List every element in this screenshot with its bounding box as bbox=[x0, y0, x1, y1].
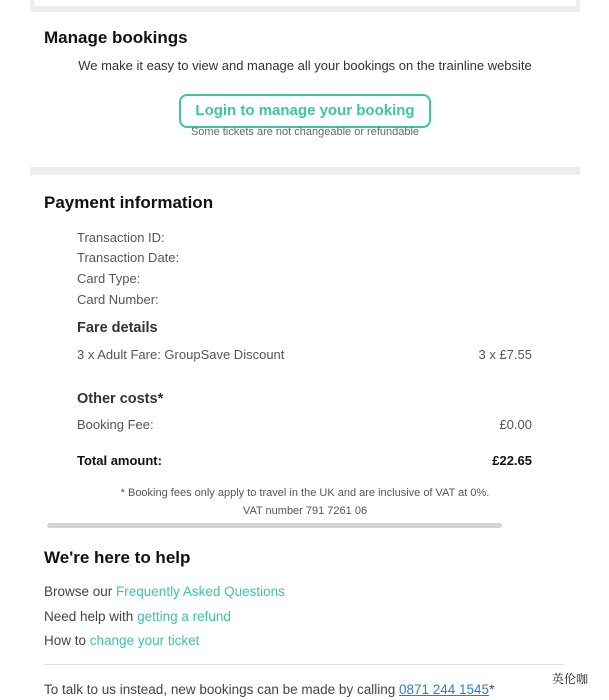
refund-prefix: Need help with bbox=[44, 609, 138, 624]
booking-fee-row bbox=[77, 417, 532, 432]
transaction-date-row bbox=[77, 250, 532, 265]
transaction-date-label: Transaction Date: bbox=[77, 250, 180, 265]
not-changeable-note: Some tickets are not changeable or refundable bbox=[190, 126, 420, 138]
transaction-id-label: Transaction ID: bbox=[77, 230, 165, 245]
booking-fee-label: Booking Fee: bbox=[77, 417, 154, 432]
card-number-row bbox=[77, 292, 532, 307]
manage-bookings-section bbox=[30, 12, 580, 167]
change-ticket-link[interactable]: change your ticket bbox=[89, 633, 200, 648]
help-title: We're here to help bbox=[44, 548, 191, 567]
payment-information-title: Payment information bbox=[44, 193, 214, 212]
top-panel-edge bbox=[34, 0, 576, 6]
card-type-label: Card Type: bbox=[77, 271, 141, 286]
other-costs-heading: Other costs* bbox=[77, 391, 164, 407]
refund-line bbox=[44, 609, 231, 624]
faq-line bbox=[44, 584, 285, 599]
total-amount-value: £22.65 bbox=[492, 453, 532, 468]
login-manage-booking-button[interactable]: Login to manage your booking bbox=[179, 94, 431, 128]
payment-information-section bbox=[30, 175, 580, 530]
call-suffix: * bbox=[489, 682, 495, 697]
manage-bookings-title: Manage bookings bbox=[44, 28, 188, 47]
manage-bookings-description: We make it easy to view and manage all your bookings on the trainline website bbox=[78, 58, 532, 73]
card-type-row bbox=[77, 271, 532, 286]
section-divider-bar bbox=[30, 167, 580, 175]
call-us-line bbox=[44, 682, 494, 697]
booking-fee-value: £0.00 bbox=[499, 417, 532, 432]
fare-line-value: 3 x £7.55 bbox=[478, 347, 532, 362]
overlay-watermark-text: 英伦咖 bbox=[552, 672, 589, 686]
change-prefix: How to bbox=[44, 633, 90, 648]
total-amount-label: Total amount: bbox=[77, 453, 162, 468]
total-amount-row bbox=[77, 453, 532, 468]
change-ticket-line bbox=[44, 633, 199, 648]
faq-prefix: Browse our bbox=[44, 584, 117, 599]
vat-number-note: VAT number 791 7261 06 bbox=[242, 505, 368, 517]
fare-line-row bbox=[77, 347, 532, 362]
fare-line-label: 3 x Adult Fare: GroupSave Discount bbox=[77, 347, 285, 362]
horizontal-scrollbar[interactable] bbox=[47, 523, 502, 528]
booking-fee-footnote: * Booking fees only apply to travel in the UK and are inclusive of VAT at 0%. bbox=[120, 487, 490, 499]
transaction-id-row bbox=[77, 230, 532, 245]
fare-details-heading: Fare details bbox=[77, 320, 158, 336]
call-prefix: To talk to us instead, new bookings can be made by calling bbox=[44, 682, 399, 697]
phone-link[interactable]: 0871 244 1545 bbox=[398, 682, 490, 697]
card-number-label: Card Number: bbox=[77, 292, 159, 307]
faq-link[interactable]: Frequently Asked Questions bbox=[116, 584, 285, 599]
help-divider bbox=[44, 664, 564, 665]
refund-link[interactable]: getting a refund bbox=[137, 609, 231, 624]
